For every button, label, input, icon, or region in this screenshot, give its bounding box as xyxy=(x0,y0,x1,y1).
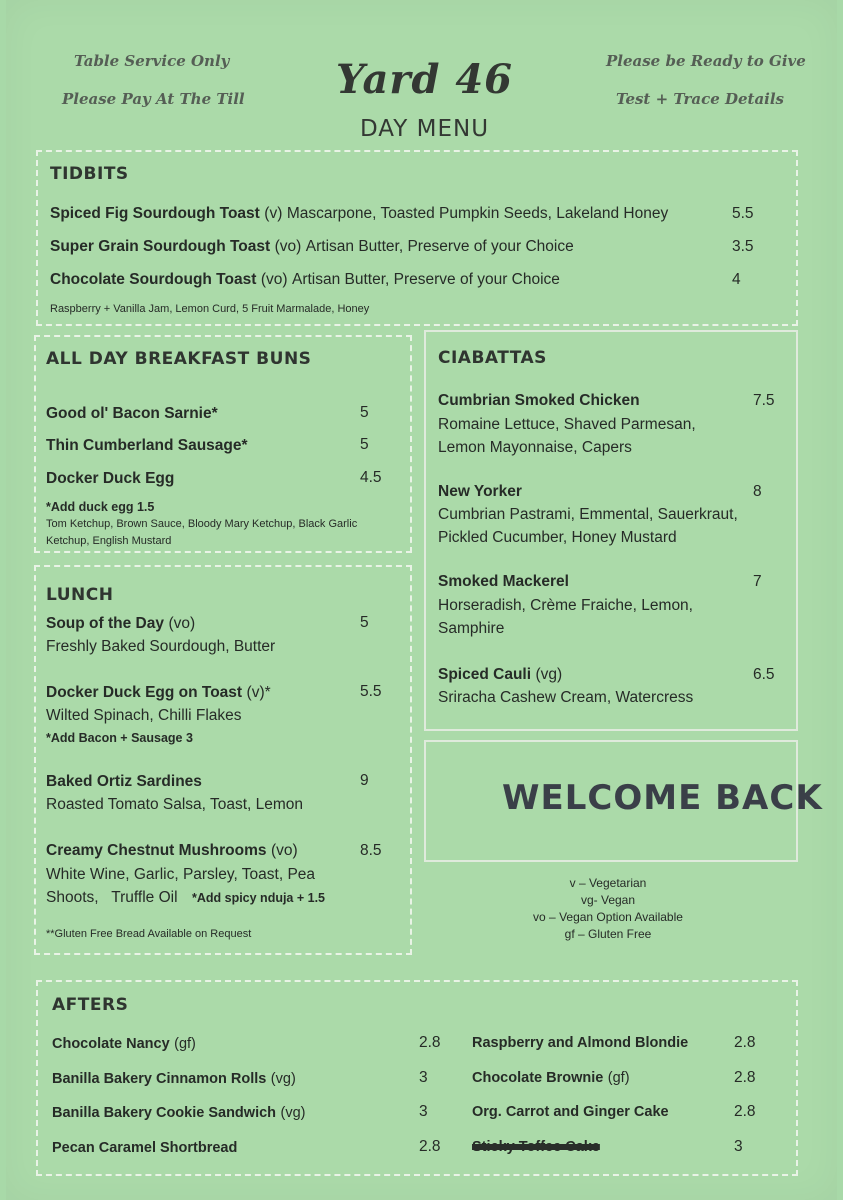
item-name: Org. Carrot and Ginger Cake xyxy=(472,1104,669,1120)
item-tag: (vo) xyxy=(260,271,288,288)
item-desc: Cumbrian Pastrami, Emmental, Sauerkraut, xyxy=(438,506,738,523)
item-tag: (v) xyxy=(264,205,283,222)
item-name: Docker Duck Egg on Toast xyxy=(46,684,243,701)
afters-item xyxy=(472,1103,669,1121)
header-right-line1: Please be Ready to Give xyxy=(606,52,806,70)
item-price: 8 xyxy=(753,483,762,500)
header-left-line1: Table Service Only xyxy=(74,52,230,70)
item-price: 2.8 xyxy=(419,1138,441,1155)
item-name: Pecan Caramel Shortbread xyxy=(52,1140,238,1156)
page-subtitle: DAY MENU xyxy=(360,116,490,142)
item-name: Cumbrian Smoked Chicken xyxy=(438,392,640,409)
lunch-item-line xyxy=(46,889,325,907)
afters-item xyxy=(472,1034,688,1052)
item-price: 5.5 xyxy=(360,683,382,700)
afters-item xyxy=(472,1069,630,1087)
breakfast-sauces-line1: Tom Ketchup, Brown Sauce, Bloody Mary Ketchup, Black Garlic xyxy=(46,518,358,530)
item-name: Spiced Cauli xyxy=(438,666,532,683)
ciabattas-heading: CIABATTAS xyxy=(438,348,547,368)
item-price: 2.8 xyxy=(419,1034,441,1051)
lunch-item xyxy=(46,842,298,860)
item-desc: Lemon Mayonnaise, Capers xyxy=(438,439,632,456)
item-name: Soup of the Day xyxy=(46,615,164,632)
item-desc: White Wine, Garlic, Parsley, Toast, Pea xyxy=(46,866,316,883)
item-price: 3 xyxy=(419,1103,428,1120)
tidbits-note: Raspberry + Vanilla Jam, Lemon Curd, 5 Fruit Marmalade, Honey xyxy=(50,303,370,315)
item-tag: (vg) xyxy=(270,1071,296,1087)
lunch-item xyxy=(46,684,271,702)
item-desc: Pickled Cucumber, Honey Mustard xyxy=(438,529,677,546)
legend-vegetarian: v – Vegetarian xyxy=(569,876,647,890)
breakfast-sauces-line2: Ketchup, English Mustard xyxy=(46,535,172,547)
item-price: 3.5 xyxy=(732,238,754,255)
legend-vegan: vg- Vegan xyxy=(580,893,636,907)
welcome-message: WELCOME BACK xyxy=(502,778,823,818)
item-price: 4 xyxy=(732,271,741,288)
item-name: Chocolate Sourdough Toast xyxy=(50,271,257,288)
item-name: Sticky Toffee Cake xyxy=(472,1139,600,1155)
item-name: Raspberry and Almond Blondie xyxy=(472,1035,689,1051)
breakfast-heading: ALL DAY BREAKFAST BUNS xyxy=(46,349,312,369)
header-right-line2: Test + Trace Details xyxy=(616,90,785,108)
item-desc: Freshly Baked Sourdough, Butter xyxy=(46,638,276,655)
item-desc: Wilted Spinach, Chilli Flakes xyxy=(46,707,242,724)
item-name: Good ol' Bacon Sarnie* xyxy=(46,405,218,422)
item-price: 5.5 xyxy=(732,205,754,222)
item-price: 5 xyxy=(360,436,369,453)
item-price: 2.8 xyxy=(734,1069,756,1086)
item-price: 2.8 xyxy=(734,1034,756,1051)
item-desc: Samphire xyxy=(438,620,505,637)
item-tag: (v)* xyxy=(246,684,271,701)
item-tag: (gf) xyxy=(607,1070,630,1086)
item-tag: (gf) xyxy=(174,1036,196,1052)
legend-gluten-free: gf – Gluten Free xyxy=(564,927,652,941)
item-desc: Mascarpone, Toasted Pumpkin Seeds, Lakeland Honey xyxy=(286,205,669,222)
afters-heading: AFTERS xyxy=(52,995,129,1015)
item-name: New Yorker xyxy=(438,483,522,500)
item-name: Thin Cumberland Sausage* xyxy=(46,437,248,454)
item-desc: Artisan Butter, Preserve of your Choice xyxy=(291,271,560,288)
item-name: Banilla Bakery Cookie Sandwich xyxy=(52,1105,277,1121)
ciabatta-item xyxy=(438,666,562,684)
gluten-note: **Gluten Free Bread Available on Request xyxy=(46,928,252,940)
tidbits-item xyxy=(50,271,560,289)
item-price: 9 xyxy=(360,772,369,789)
item-price: 7.5 xyxy=(753,392,775,409)
item-price: 4.5 xyxy=(360,469,382,486)
item-name: Super Grain Sourdough Toast xyxy=(50,238,271,255)
legend-vegan-option: vo – Vegan Option Available xyxy=(533,910,683,924)
item-name: Creamy Chestnut Mushrooms xyxy=(46,842,267,859)
item-tag: (vo) xyxy=(274,238,302,255)
tidbits-heading: TIDBITS xyxy=(50,164,129,184)
afters-item xyxy=(52,1104,305,1122)
item-price: 8.5 xyxy=(360,842,382,859)
item-tag: (vo) xyxy=(168,615,196,632)
item-desc: Horseradish, Crème Fraiche, Lemon, xyxy=(438,597,693,614)
item-desc: Sriracha Cashew Cream, Watercress xyxy=(438,689,694,706)
item-name: Chocolate Brownie xyxy=(472,1070,604,1086)
item-price: 3 xyxy=(419,1069,428,1086)
item-note: *Add Bacon + Sausage 3 xyxy=(46,731,193,745)
item-name: Chocolate Nancy xyxy=(52,1036,170,1052)
header-left-line2: Please Pay At The Till xyxy=(62,90,245,108)
afters-item xyxy=(52,1035,196,1053)
item-price: 3 xyxy=(734,1138,743,1155)
item-name: Docker Duck Egg xyxy=(46,470,175,487)
item-name: Baked Ortiz Sardines xyxy=(46,773,202,790)
item-desc: Roasted Tomato Salsa, Toast, Lemon xyxy=(46,796,304,813)
tidbits-item xyxy=(50,205,668,223)
item-price: 7 xyxy=(753,573,762,590)
lunch-heading: LUNCH xyxy=(46,585,114,605)
tidbits-item xyxy=(50,238,574,256)
afters-item-crossed-out xyxy=(472,1138,600,1156)
breakfast-add-note: *Add duck egg 1.5 xyxy=(46,500,155,514)
item-name: Smoked Mackerel xyxy=(438,573,569,590)
item-tag: (vo) xyxy=(270,842,298,859)
item-note: *Add spicy nduja + 1.5 xyxy=(191,891,326,905)
item-name: Spiced Fig Sourdough Toast xyxy=(50,205,260,222)
item-tag: (vg) xyxy=(535,666,563,683)
menu-page xyxy=(6,0,837,1200)
item-desc: Artisan Butter, Preserve of your Choice xyxy=(305,238,574,255)
item-price: 6.5 xyxy=(753,666,775,683)
item-price: 2.8 xyxy=(734,1103,756,1120)
item-desc: Shoots, Truffle Oil xyxy=(46,889,178,906)
item-tag: (vg) xyxy=(280,1105,306,1121)
afters-item xyxy=(52,1070,296,1088)
page-title: Yard 46 xyxy=(336,56,513,103)
item-price: 5 xyxy=(360,404,369,421)
item-name: Banilla Bakery Cinnamon Rolls xyxy=(52,1071,267,1087)
lunch-item xyxy=(46,615,195,633)
item-desc: Romaine Lettuce, Shaved Parmesan, xyxy=(438,416,696,433)
afters-item xyxy=(52,1139,237,1157)
item-price: 5 xyxy=(360,614,369,631)
